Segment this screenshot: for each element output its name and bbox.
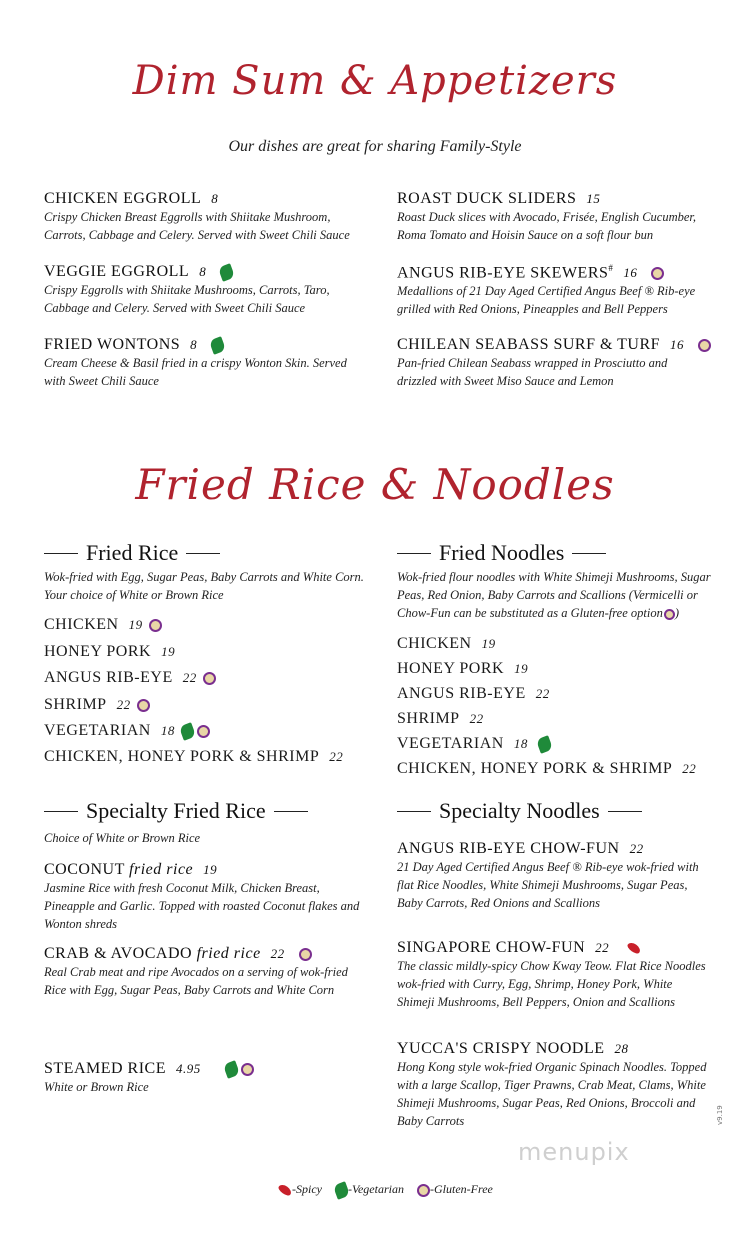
- gluten-free-icon: [698, 339, 711, 352]
- appetizer-item: [44, 263, 344, 317]
- item-desc: Crispy Chicken Breast Eggrolls with Shiitake Mushroom, Carrots, Cabbage and Celery. Served with Sweet Chili Sauce: [44, 210, 350, 242]
- list-item: HONEY PORK 19: [397, 660, 529, 677]
- item-price: 8: [190, 337, 198, 352]
- list-item: ANGUS RIB-EYE 22: [397, 685, 550, 702]
- fried-rice-desc: Wok-fried with Egg, Sugar Peas, Baby Carrots and White Corn. Your choice of White or Brown Rice: [44, 570, 364, 602]
- specialty-rice-desc: Choice of White or Brown Rice: [44, 831, 201, 845]
- gluten-free-icon: [241, 1063, 254, 1076]
- item-desc: Medallions of 21 Day Aged Certified Angus Beef ® Rib-eye grilled with Red Onions, Pineapples and Bell Peppers: [397, 284, 696, 317]
- watermark: menupix: [518, 1138, 630, 1166]
- legend: -Spicy -Vegetarian -Gluten-Free: [278, 1182, 493, 1198]
- specialty-item: CRAB & AVOCADO fried rice 22 Real Crab meat and ripe Avocados on a serving of wok-fried Rice with Egg, Sugar Peas, Baby Carrots and White Corn: [44, 945, 348, 997]
- list-item: HONEY PORK 19: [44, 643, 176, 660]
- list-item: SHRIMP 22: [44, 696, 150, 714]
- item-price: 8: [199, 264, 207, 279]
- leaf-icon: [223, 1060, 240, 1079]
- leaf-icon: [179, 722, 196, 741]
- item-name: ANGUS RIB-EYE SKEWERS: [397, 264, 609, 282]
- list-item: VEGETARIAN 18: [44, 722, 210, 740]
- gluten-free-icon: [417, 1184, 430, 1197]
- item-sup: #: [608, 263, 614, 273]
- version-label: v9.19: [716, 1105, 724, 1125]
- appetizer-item: [397, 336, 707, 390]
- specialty-noodles-heading: Specialty Noodles: [397, 798, 650, 824]
- specialty-item: ANGUS RIB-EYE CHOW-FUN 22 21 Day Aged Certified Angus Beef ® Rib-eye wok-fried with flat Rice Noodles, White Shimeji Mushrooms, Sugar Peas, Baby Carrots, Red Onions and Scallions: [397, 840, 699, 910]
- item-name: VEGGIE EGGROLL: [44, 263, 190, 280]
- fried-noodles-desc: Wok-fried flour noodles with White Shimeji Mushrooms, Sugar Peas, Red Onion, Baby Carrots and Scallions (Vermicelli or Chow-Fun can be substituted as a Gluten-free option ): [397, 570, 711, 620]
- specialty-item: COCONUT fried rice 19 Jasmine Rice with fresh Coconut Milk, Chicken Breast, Pineapple and Garlic. Topped with roasted Coconut flakes and Wonton shreds: [44, 861, 360, 931]
- chili-icon: [277, 1183, 293, 1198]
- gluten-free-icon: [299, 948, 312, 961]
- list-item: SHRIMP 22: [397, 710, 484, 727]
- specialty-item: YUCCA'S CRISPY NOODLE 28 Hong Kong style wok-fried Organic Spinach Noodles. Topped with a large Scallop, Tiger Prawns, Crab Meat, Clams, White Shimeji Mushrooms, Sugar Peas, Red Onions, Broccoli and Baby Carrots: [397, 1040, 707, 1128]
- steamed-rice-item: STEAMED RICE 4.95 White or Brown Rice: [44, 1060, 364, 1096]
- fried-rice-heading: Fried Rice: [44, 540, 228, 566]
- item-name: CHICKEN EGGROLL: [44, 190, 202, 207]
- gluten-free-icon: [203, 672, 216, 685]
- leaf-icon: [209, 336, 226, 355]
- list-item: CHICKEN 19: [397, 635, 496, 652]
- chili-icon: [626, 941, 642, 956]
- dimsum-title: Dim Sum & Appetizers: [132, 58, 618, 104]
- item-desc: Cream Cheese & Basil fried in a crispy Wonton Skin. Served with Sweet Chili Sauce: [44, 356, 347, 388]
- appetizer-item: [44, 190, 364, 244]
- item-price: 16: [670, 337, 685, 352]
- item-price: 16: [623, 265, 638, 281]
- item-name: CHILEAN SEABASS SURF & TURF: [397, 336, 661, 353]
- appetizer-item: [397, 263, 697, 318]
- item-price: 8: [211, 191, 219, 206]
- specialty-rice-heading: Specialty Fried Rice: [44, 798, 316, 824]
- fried-noodles-heading: Fried Noodles: [397, 540, 614, 566]
- list-item: CHICKEN, HONEY PORK & SHRIMP 22: [44, 748, 344, 765]
- specialty-item: SINGAPORE CHOW-FUN 22 The classic mildly-spicy Chow Kway Teow. Flat Rice Noodles wok-fried with Curry, Egg, Shrimp, Honey Pork, White Shimeji Mushrooms, Bell Peppers, Onion and Scallions: [397, 939, 706, 1009]
- gluten-free-icon: [664, 609, 675, 620]
- fried-rice-noodles-title: Fried Rice & Noodles: [135, 460, 615, 509]
- list-item: VEGETARIAN 18: [397, 735, 551, 753]
- leaf-icon: [218, 263, 235, 282]
- appetizer-item: [44, 336, 364, 390]
- leaf-icon: [536, 735, 553, 754]
- item-name: ROAST DUCK SLIDERS: [397, 190, 577, 207]
- gluten-free-icon: [197, 725, 210, 738]
- item-name: FRIED WONTONS: [44, 336, 181, 353]
- item-price: 15: [586, 191, 601, 206]
- item-desc: Pan-fried Chilean Seabass wrapped in Prosciutto and drizzled with Sweet Miso Sauce and Lemon: [397, 356, 668, 388]
- list-item: CHICKEN, HONEY PORK & SHRIMP 22: [397, 760, 697, 777]
- gluten-free-icon: [137, 699, 150, 712]
- dimsum-subtitle: Our dishes are great for sharing Family-Style: [228, 138, 522, 155]
- appetizer-item: [397, 190, 717, 244]
- gluten-free-icon: [149, 619, 162, 632]
- item-desc: Roast Duck slices with Avocado, Frisée, English Cucumber, Roma Tomato and Hoisin Sauce on a soft flour bun: [397, 210, 697, 242]
- item-desc: Crispy Eggrolls with Shiitake Mushrooms, Carrots, Taro, Cabbage and Celery. Served with Sweet Chili Sauce: [44, 283, 330, 315]
- gluten-free-icon: [651, 267, 664, 280]
- list-item: ANGUS RIB-EYE 22: [44, 669, 216, 687]
- list-item: CHICKEN 19: [44, 616, 162, 634]
